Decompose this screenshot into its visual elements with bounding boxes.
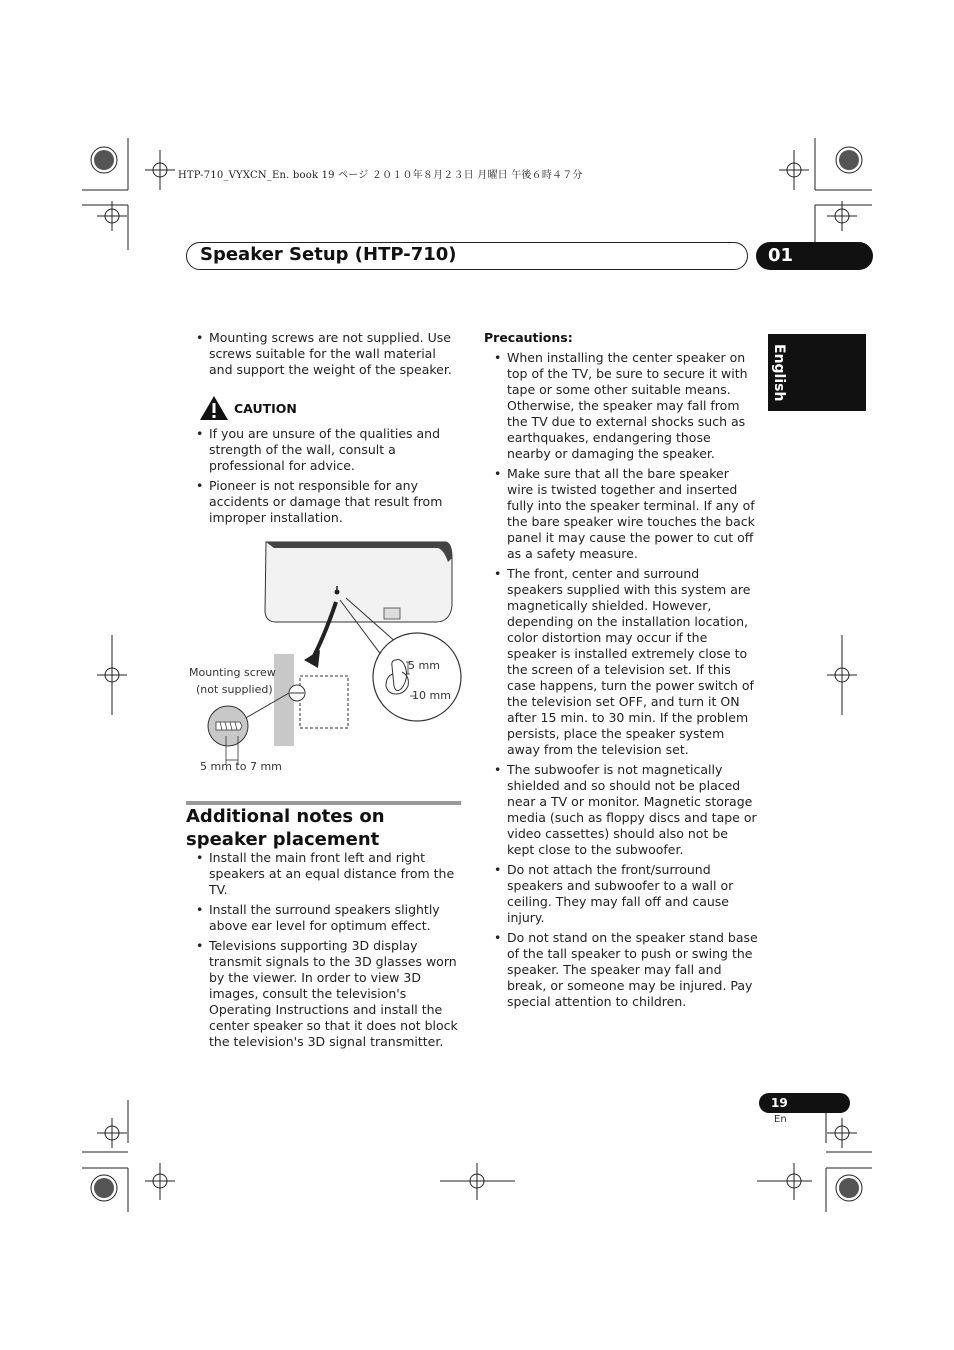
not-supplied-label: (not supplied) — [196, 683, 273, 696]
language-tab — [768, 334, 866, 411]
precautions-list — [484, 350, 758, 1014]
section-title: Additional notes on speaker placement — [186, 806, 385, 850]
list-item: • Install the main front left and right speakers at an equal distance from the TV. — [186, 850, 464, 898]
page-language-code: En — [774, 1114, 787, 1125]
page-number: 19 — [759, 1093, 850, 1113]
wall-mount-diagram — [186, 536, 466, 776]
warning-triangle-icon — [199, 395, 229, 421]
caution-label: CAUTION — [234, 401, 297, 416]
list-item: • Televisions supporting 3D display transmit signals to the 3D glasses worn by the viewer. In order to view 3D images, consult the television's Operating Instructions and install the center speaker so that it does not block the television's 3D signal transmitter. — [186, 938, 464, 1050]
list-item: • The front, center and surround speakers supplied with this system are magnetically shielded. However, depending on the installation location, color distortion may occur if the speaker is installed extremely close to the screen of a television set. If this case happens, turn the power switch of the television set OFF, and turn it ON after 15 min. to 30 min. If the problem persists, place the speaker system away from the television set. — [484, 566, 758, 758]
print-info-line: HTP-710_VYXCN_En. book 19 ページ ２０１０年８月２３日 月曜日 午後６時４７分 — [178, 170, 583, 181]
precautions-heading: Precautions: — [484, 330, 573, 345]
list-item: • Mounting screws are not supplied. Use screws suitable for the wall material and support the weight of the speaker. — [186, 330, 461, 378]
chapter-number: 01 — [756, 242, 873, 270]
dimension-5mm-label: 5 mm — [408, 659, 440, 672]
dimension-10mm-label: 10 mm — [412, 689, 451, 702]
list-item: • Install the surround speakers slightly above ear level for optimum effect. — [186, 902, 464, 934]
list-item: • Pioneer is not responsible for any accidents or damage that result from improper installation. — [186, 478, 461, 526]
screw-length-label: 5 mm to 7 mm — [200, 760, 282, 773]
language-tab-label: English — [771, 344, 787, 402]
page-title: Speaker Setup (HTP-710) — [200, 244, 457, 265]
list-item: • If you are unsure of the qualities and strength of the wall, consult a professional for advice. — [186, 426, 461, 474]
intro-list — [186, 330, 461, 382]
list-item: • The subwoofer is not magnetically shielded and so should not be placed near a TV or monitor. Magnetic storage media (such as floppy discs and tape or video cassettes) should also not be kept close to the subwoofer. — [484, 762, 758, 858]
list-item: • When installing the center speaker on top of the TV, be sure to secure it with tape or some other suitable means. Otherwise, the speaker may fall from the TV due to external shocks such as earthquakes, endangering those nearby or damaging the speaker. — [484, 350, 758, 462]
mounting-screw-label: Mounting screw — [189, 666, 276, 679]
list-item: • Do not stand on the speaker stand base of the tall speaker to push or swing the speaker. The speaker may fall and break, or someone may be injured. Pay special attention to children. — [484, 930, 758, 1010]
list-item: • Make sure that all the bare speaker wire is twisted together and inserted fully into the speaker terminal. If any of the bare speaker wire touches the back panel it may cause the power to cut off as a safety measure. — [484, 466, 758, 562]
placement-list — [186, 850, 464, 1054]
caution-list — [186, 426, 461, 530]
list-item: • Do not attach the front/surround speakers and subwoofer to a wall or ceiling. They may fall off and cause injury. — [484, 862, 758, 926]
